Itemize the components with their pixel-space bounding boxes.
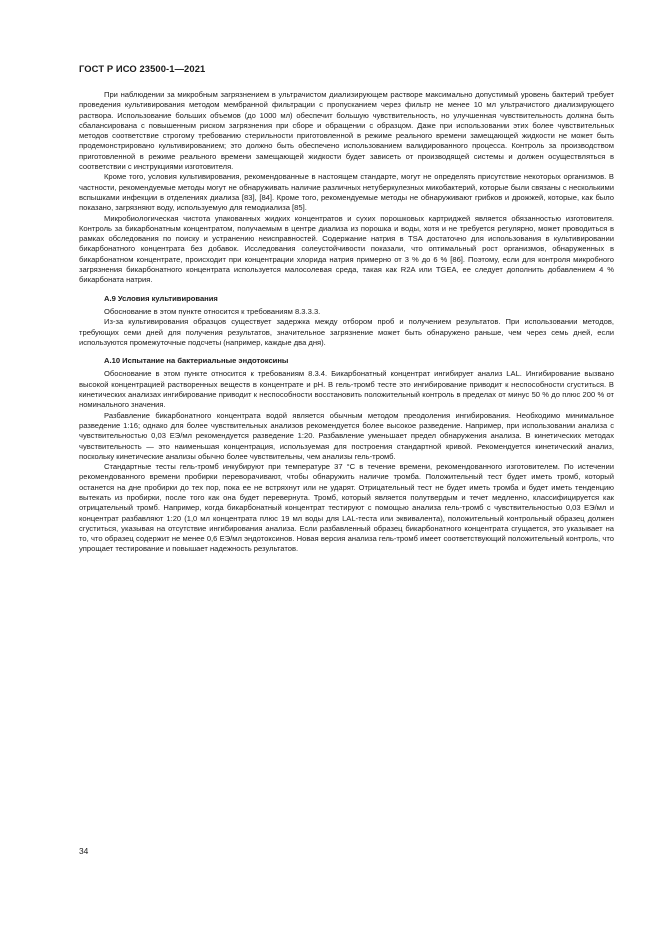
- paragraph: Обоснование в этом пункте относится к требованиям 8.3.4. Бикарбонатный концентрат ингибирует анализ LAL. Ингибирование вызвано высокой концентрацией растворенных веществ в концентрате и pH. В гель-тромб тесте это ингибирование приводит к неспособности сгуститься. В кинетических анализах ингибирование приводит к неспособности восстановить положительный контроль в пределах от минус 50 % до плюс 200 % от номинального значения.: [79, 369, 614, 410]
- paragraph: Кроме того, условия культивирования, рекомендованные в настоящем стандарте, могут не определять присутствие некоторых организмов. В частности, рекомендуемые методы могут не обнаруживать наличие различных нетуберкулезных микобактерий, которые были связаны с несколькими вспышками инфекции в отделениях диализа [83], [84]. Кроме того, рекомендуемые методы не обнаруживают грибков и дрожжей, которые, как было показано, загрязняют воду, используемую для гемодиализа [85].: [79, 172, 614, 213]
- paragraph: Разбавление бикарбонатного концентрата водой является обычным методом преодоления ингибирования. Необходимо минимальное разведение 1:16; однако для более чувствительных анализов рекомендуется более высокое разведение. Например, при использовании анализа с чувствительностью 0,03 ЕЭ/мл рекомендуется разведение 1:20. Разбавление уменьшает предел обнаружения анализа. В кинетических методах чувствительность — это наименьшая концентрация, используемая для построения стандартной кривой. Рекомендуется кинетический анализ, поскольку кинетические анализы обычно более чувствительны, чем анализы гель-тромб.: [79, 410, 614, 461]
- standard-header: ГОСТ Р ИСО 23500-1—2021: [79, 63, 206, 74]
- paragraph: Обоснование в этом пункте относится к требованиям 8.3.3.3.: [104, 306, 321, 316]
- paragraph: Из-за культивирования образцов существует задержка между отбором проб и получением результатов. При использовании методов, требующих семи дней для получения результатов, значительное загрязнение может быть обнаружено раньше, чем через семь дней, если используются промежуточные подсчеты (например, каждые два дня).: [79, 317, 614, 347]
- section-heading-a9: А.9 Условия культивирования: [104, 293, 218, 303]
- section-heading-a10: А.10 Испытание на бактериальные эндотоксины: [104, 356, 289, 366]
- paragraph: Стандартные тесты гель-тромб инкубируют при температуре 37 °С в течение времени, рекомендованного изготовителем. По истечении рекомендованного времени пробирки переворачивают, чтобы обнаружить наличие тромба. Положительный тест будет иметь тромб, который останется на дне пробирки до тех пор, пока ее не встряхнут или не ударят. Отрицательный тест не будет иметь тромба и будет иметь тенденцию вытекать из пробирки, после того как она будет перевернута. Тромб, который является полутвердым и течет медленно, классифицируется как отрицательный тромб. Например, когда бикарбонатный концентрат тестируют с помощью анализа гель-тромб с чувствительностью 0,03 ЕЭ/мл и концентрат разбавляют 1:20 (1,0 мл концентрата плюс 19 мл воды для LAL-теста или эквивалента), положительный контрольный образец должен сгуститься, указывая на отсутствие ингибирования анализа. Если разбавленный образец бикарбонатного концентрата сгущается, это указывает на то, что образец содержит не менее 0,6 ЕЭ/мл эндотоксинов. Новая версия анализа гель-тромб имеет соответствующий положительный контроль, что упрощает тестирование и повышает надежность результатов.: [79, 462, 614, 554]
- paragraph: При наблюдении за микробным загрязнением в ультрачистом диализирующем растворе максимально допустимый уровень бактерий требует проведения культивирования методом мембранной фильтрации с пропусканием через фильтр не менее 10 мл ультрачистого диализирующего раствора. Использование больших объемов (до 1000 мл) обеспечит большую чувствительность, но улучшенная чувствительность должна быть сбалансирована с повышенным риском загрязнения при сборе и обращении с образцом. Даже при использовании этих более чувствительных методов соответствие строгому требованию стерильности приготовленной в режиме реального времени замещающей жидкости не может быть продемонстрировано культивированием; это должно быть обеспечено использованием валидированного процесса. Контроль за производством приготовленной в режиме реального времени замещающей жидкости будет зависеть от производящей системы и должен осуществляться в соответствии с инструкциями изготовителя.: [79, 90, 614, 172]
- page-number: 34: [79, 846, 89, 856]
- paragraph: Микробиологическая чистота упакованных жидких концентратов и сухих порошковых картриджей является обязанностью изготовителя. Контроль за бикарбонатным концентратом, получаемым в центре диализа из порошка и воды, хотя и не требуется регулярно, может проводиться в рамках обследования по поиску и устранению неисправностей. Содержание натрия в TSA достаточно для использования в культивировании бикарбонатного концентрата без добавок. Исследования солеустойчивости показали, что оптимальный рост организмов, обнаруженных в бикарбонатном концентрате, происходит при концентрации хлорида натрия примерно от 3 % до 6 % [86]. Поэтому, если для контроля микробного загрязнения бикарбонатного концентрата используется малосолевая среда, такая как R2A или TGEA, ее следует дополнить добавлением 4 % бикарбоната натрия.: [79, 213, 614, 285]
- page-body: [79, 90, 614, 555]
